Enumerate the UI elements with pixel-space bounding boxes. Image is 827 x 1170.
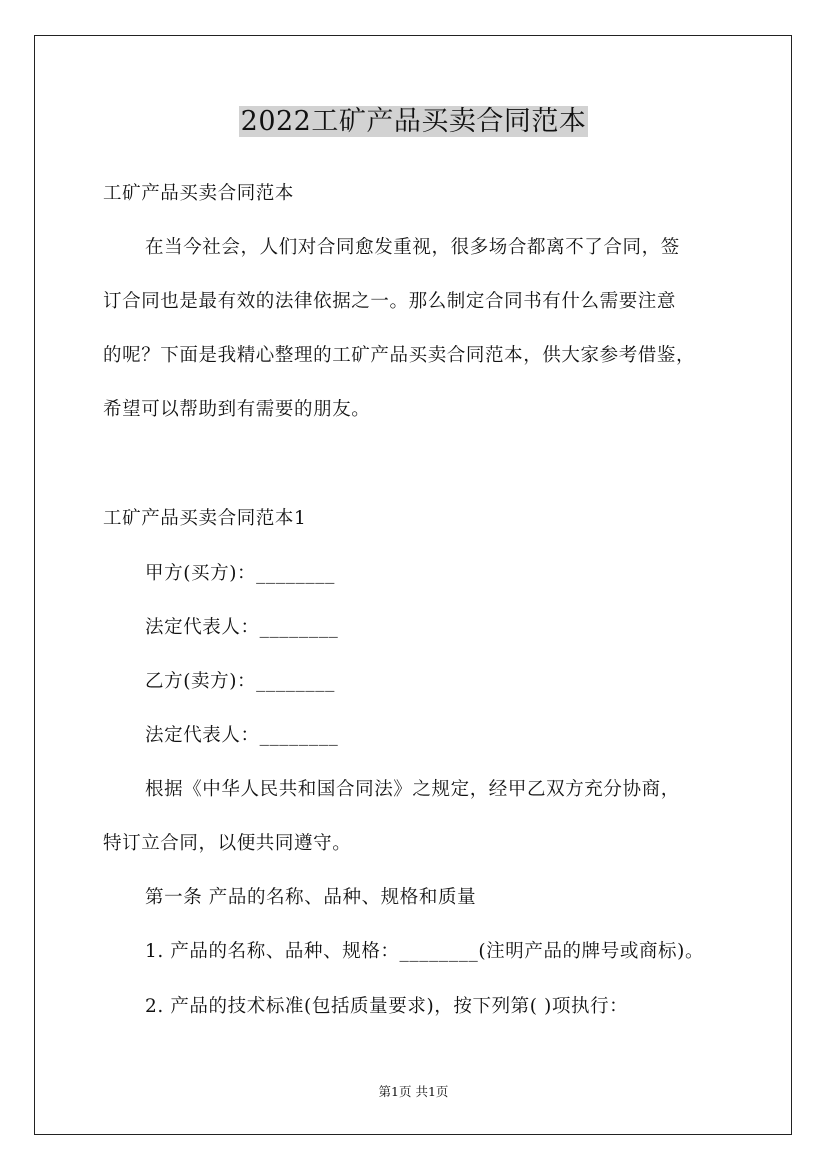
- rep-b-line: 法定代表人：________: [145, 725, 339, 746]
- intro-line-3: 的呢？下面是我精心整理的工矿产品买卖合同范本，供大家参考借鉴，: [103, 345, 696, 366]
- basis-line-2: 特订立合同，以便共同遵守。: [103, 833, 352, 854]
- rep-a-line: 法定代表人：________: [145, 617, 339, 638]
- party-b-line: 乙方(卖方)：________: [145, 671, 335, 692]
- page-footer: 第1页 共1页: [378, 1084, 449, 1099]
- document-title: 2022工矿产品买卖合同范本: [240, 106, 587, 137]
- party-a-line: 甲方(买方)：________: [145, 563, 335, 584]
- item-1-line: 1. 产品的名称、品种、规格：________(注明产品的牌号或商标)。: [145, 941, 705, 962]
- intro-line-4: 希望可以帮助到有需要的朋友。: [103, 399, 371, 420]
- intro-line-1: 在当今社会，人们对合同愈发重视，很多场合都离不了合同，签: [145, 237, 680, 258]
- basis-line-1: 根据《中华人民共和国合同法》之规定，经甲乙双方充分协商，: [145, 779, 680, 800]
- intro-line-2: 订合同也是最有效的法律依据之一。那么制定合同书有什么需要注意: [103, 291, 677, 312]
- article-1-heading: 第一条 产品的名称、品种、规格和质量: [145, 887, 477, 908]
- section-heading: 工矿产品买卖合同范本1: [103, 508, 307, 529]
- document-subtitle: 工矿产品买卖合同范本: [103, 183, 295, 204]
- item-2-line: 2. 产品的技术标准(包括质量要求)，按下列第( )项执行：: [145, 996, 629, 1017]
